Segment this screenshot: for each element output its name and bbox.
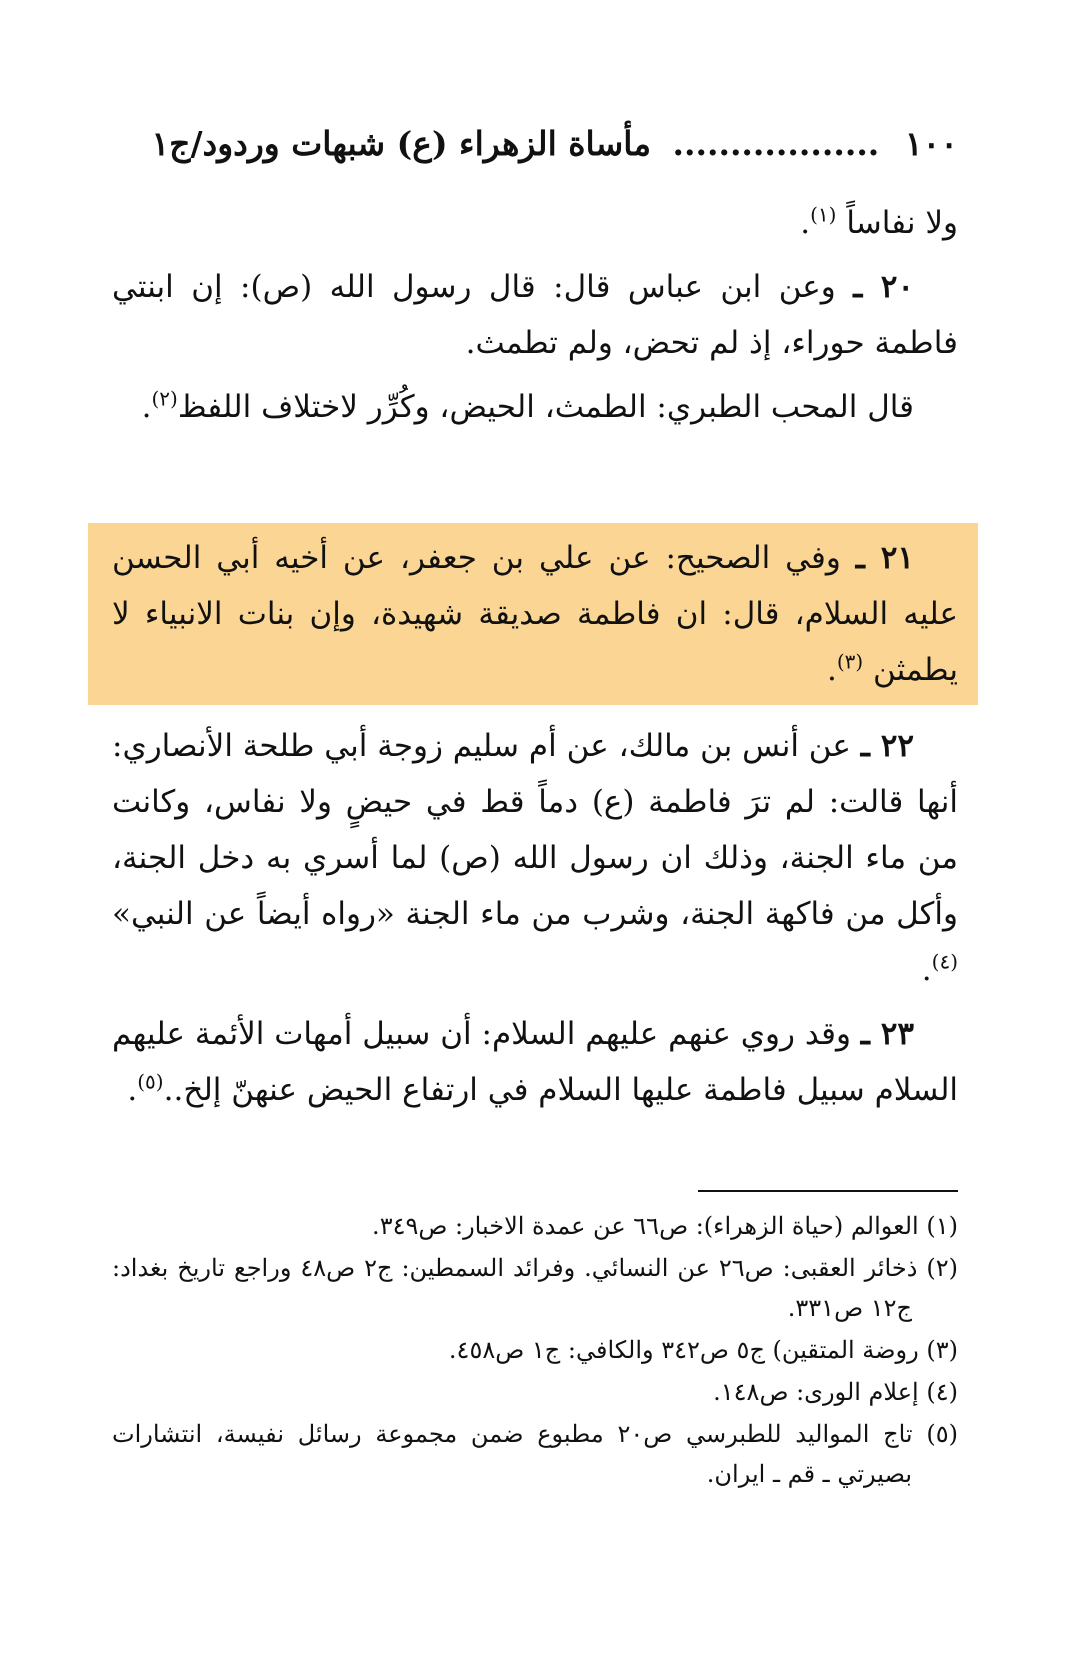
- paragraph-text: وقد روي عنهم عليهم السلام: أن سبيل أمهات الأئمة عليهم السلام سبيل فاطمة عليها السلام في ارتفاع الحيض عنهنّ إلخ..: [112, 1016, 958, 1108]
- footnote-text: إعلام الورى: ص١٤٨.: [713, 1378, 927, 1406]
- footnote-number: (٢): [926, 1254, 958, 1282]
- footnote-2: [112, 1248, 958, 1328]
- running-title: مأساة الزهراء (ع) شبهات وردود/ج١: [151, 124, 651, 163]
- body-top: [112, 195, 958, 443]
- paragraph-text: ولا نفاساً: [846, 205, 958, 241]
- leader-dots: ..................: [672, 124, 880, 163]
- paragraph-end: .: [921, 952, 932, 988]
- paragraph-end: .: [141, 389, 152, 425]
- paragraph-number: ٢١ ـ: [855, 540, 914, 576]
- footnote-number: (٥): [926, 1420, 958, 1448]
- footnote-4: [112, 1372, 958, 1412]
- footnotes: [112, 1206, 958, 1496]
- paragraph-text: عن أنس بن مالك، عن أم سليم زوجة أبي طلحة الأنصاري: أنها قالت: لم ترَ فاطمة (ع) دماً قط في حيضٍ ولا نفاس، وكانت من ماء الجنة، وذلك ان رسول الله (ص) لما أسري به دخل الجنة، وأكل من فاكهة الجنة، وشرب من ماء الجنة «رواه أيضاً عن النبي»: [112, 728, 958, 932]
- footnote-text: العوالم (حياة الزهراء): ص٦٦ عن عمدة الاخبار: ص٣٤٩.: [372, 1212, 927, 1240]
- paragraph-text: وفي الصحيح: عن علي بن جعفر، عن أخيه أبي الحسن عليه السلام، قال: ان فاطمة صديقة شهيدة، وإن بنات الانبياء لا يطمثن: [112, 540, 958, 688]
- paragraph-end: .: [800, 205, 811, 241]
- footnote-number: (٣): [926, 1336, 958, 1364]
- paragraph-number: ٢٠ ـ: [853, 269, 914, 305]
- footnote-text: تاج المواليد للطبرسي ص٢٠ مطبوع ضمن مجموعة رسائل نفيسة، انتشارات بصيرتي ـ قم ـ ايران.: [112, 1420, 927, 1488]
- paragraph-23: [112, 1006, 958, 1118]
- paragraph-number: ٢٣ ـ: [860, 1016, 914, 1052]
- paragraph-20-comment: [112, 379, 958, 435]
- footnote-text: ذخائر العقبى: ص٢٦ عن النسائي. وفرائد السمطين: ج٢ ص٤٨ وراجع تاريخ بغداد: ج١٢ ص٣٣١.: [112, 1254, 927, 1322]
- footnote-number: (٤): [926, 1378, 958, 1406]
- paragraph-continuation: [112, 195, 958, 251]
- paragraph-22: [112, 718, 958, 998]
- paragraph-text: قال المحب الطبري: الطمث، الحيض، وكُرِّر لاختلاف اللفظ: [177, 389, 914, 425]
- page-number: ١٠٠: [904, 124, 958, 163]
- paragraph-end: .: [826, 652, 837, 688]
- body-bottom: [112, 718, 958, 1126]
- paragraph-20: [112, 259, 958, 371]
- paragraph-21: [112, 530, 958, 698]
- footnote-text: روضة المتقين) ج٥ ص٣٤٢ والكافي: ج١ ص٤٥٨.: [448, 1336, 927, 1364]
- footnote-3: [112, 1330, 958, 1370]
- footnote-ref: (٥): [137, 1069, 164, 1094]
- footnote-1: [112, 1206, 958, 1246]
- footnote-5: [112, 1414, 958, 1494]
- footnote-ref: (٢): [151, 386, 178, 411]
- footnote-divider: [698, 1190, 958, 1192]
- paragraph-number: ٢٢ ـ: [860, 728, 915, 764]
- running-head: [108, 124, 958, 163]
- footnote-number: (١): [926, 1212, 958, 1240]
- paragraph-end: .: [127, 1072, 138, 1108]
- footnote-ref: (٣): [836, 649, 864, 674]
- highlighted-section: [112, 530, 958, 706]
- paragraph-text: وعن ابن عباس قال: قال رسول الله (ص): إن ابنتي فاطمة حوراء، إذ لم تحض، ولم تطمث.: [112, 269, 958, 361]
- footnote-ref: (٤): [931, 949, 958, 974]
- footnote-ref: (١): [810, 202, 837, 227]
